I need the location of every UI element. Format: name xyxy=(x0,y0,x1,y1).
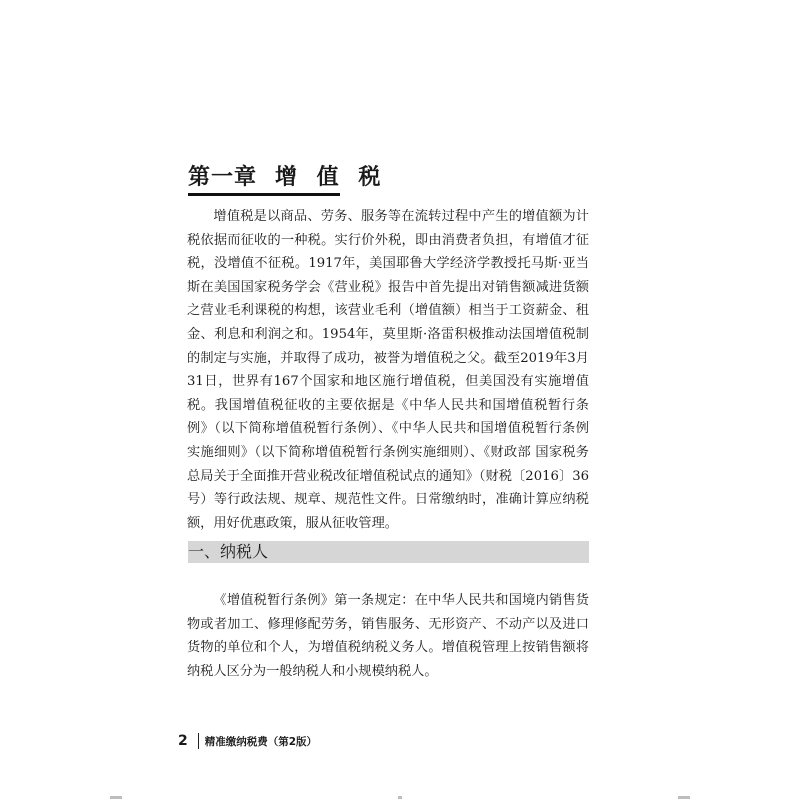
intro-paragraph: 增值税是以商品、劳务、服务等在流转过程中产生的增值额为计税依据而征收的一种税。实行价外税，即由消费者负担，有增值才征税，没增值不征税。1917年，美国耶鲁大学经济学教授托马斯·亚当斯在美国国家税务学会《营业税》报告中首先提出对销售额减进货额之营业毛利课税的构想，该营业毛利（增值额）相当于工资薪金、租金、利息和利润之和。1954年，莫里斯·洛雷积极推动法国增值税制的制定与实施，并取得了成功，被誉为增值税之父。截至2019年3月31日，世界有167个国家和地区施行增值税，但美国没有实施增值税。我国增值税征收的主要依据是《中华人民共和国增值税暂行条例》（以下简称增值税暂行条例）、《中华人民共和国增值税暂行条例实施细则》（以下简称增值税暂行条例实施细则）、《财政部 国家税务总局关于全面推开营业税改征增值税试点的通知》（财税〔2016〕36号）等行政法规、规章、规范性文件。日常缴纳时，准确计算应纳税额，用好优惠政策，服从征收管理。 xyxy=(187,209,589,531)
running-title: 精准缴纳税费（第2版） xyxy=(204,735,318,748)
section-heading: 一、纳税人 xyxy=(188,542,269,561)
chapter-heading xyxy=(188,163,386,193)
chapter-title: 增 值 税 xyxy=(275,165,387,190)
page-footer xyxy=(178,732,317,750)
footer-divider xyxy=(198,733,199,749)
scan-edge-mark-center xyxy=(398,796,402,799)
scan-edge-mark-right xyxy=(678,796,690,799)
section-paragraph: 《增值税暂行条例》第一条规定：在中华人民共和国境内销售货物或者加工、修理修配劳务，销售服务、无形资产、不动产以及进口货物的单位和个人，为增值税纳税义务人。增值税管理上按销售额将纳税人区分为一般纳税人和小规模纳税人。 xyxy=(187,593,589,679)
chapter-number: 第一章 xyxy=(188,165,258,190)
scan-edge-mark-left xyxy=(110,796,122,799)
page-number: 2 xyxy=(178,733,188,749)
chapter-underline xyxy=(188,193,340,196)
